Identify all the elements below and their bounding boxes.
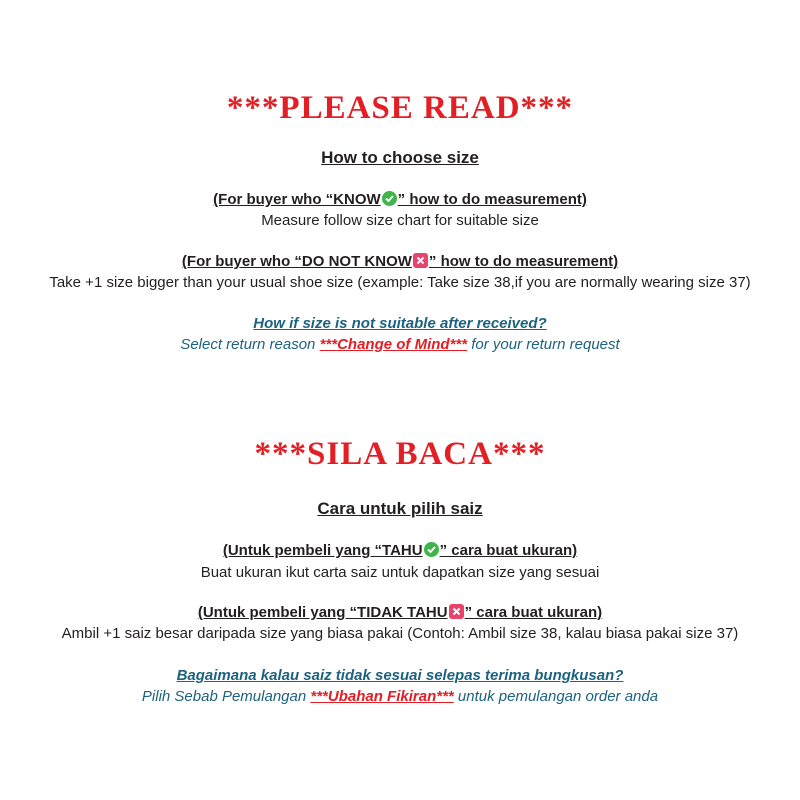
know-heading-pre: (For buyer who “KNOW <box>213 191 381 208</box>
question-english <box>0 314 800 334</box>
not-know-heading-pre: (For buyer who “DO NOT KNOW <box>181 253 412 270</box>
cross-square-icon <box>413 253 428 268</box>
not-know-heading-post: ” how to do measurement) <box>428 253 619 270</box>
not-know-heading-english <box>0 252 800 272</box>
subtitle-english <box>0 147 800 169</box>
know-heading-english <box>0 190 800 210</box>
know-heading-pre: (Untuk pembeli yang “TAHU <box>222 542 423 559</box>
question-malay-text: Bagaimana kalau saiz tidak sesuai selepas terima bungkusan? <box>176 667 624 684</box>
answer-english-post: for your return request <box>467 336 620 353</box>
cross-square-icon <box>449 604 464 619</box>
know-heading-post: ” cara buat ukuran) <box>439 542 578 559</box>
not-know-heading-pre: (Untuk pembeli yang “TIDAK TAHU <box>197 604 448 621</box>
answer-malay <box>0 687 800 707</box>
question-malay <box>0 666 800 686</box>
not-know-heading-post: ” cara buat ukuran) <box>464 604 603 621</box>
know-heading-post: ” how to do measurement) <box>397 191 587 208</box>
return-reason-english: ***Change of Mind*** <box>319 336 468 353</box>
check-circle-icon <box>382 191 397 206</box>
return-reason-malay: ***Ubahan Fikiran*** <box>310 688 454 705</box>
know-description-english: Measure follow size chart for suitable size <box>261 212 539 229</box>
not-know-description-english: Take +1 size bigger than your usual shoe size (example: Take size 38,if you are normally wearing size 37) <box>49 274 751 291</box>
know-description-malay: Buat ukuran ikut carta saiz untuk dapatkan size yang sesuai <box>200 564 600 581</box>
answer-english <box>0 335 800 355</box>
answer-malay-pre: Pilih Sebab Pemulangan <box>141 688 311 705</box>
not-know-heading-malay <box>0 603 800 623</box>
question-english-text: How if size is not suitable after received? <box>253 315 547 332</box>
page-title-malay: ***SILA BACA*** <box>254 436 546 472</box>
check-circle-icon <box>424 542 439 557</box>
answer-malay-post: untuk pemulangan order anda <box>453 688 659 705</box>
know-heading-malay <box>0 541 800 561</box>
page-title-english: ***PLEASE READ*** <box>226 90 574 126</box>
subtitle-malay <box>0 498 800 520</box>
subtitle-english-text: How to choose size <box>321 148 479 167</box>
answer-english-pre: Select return reason <box>180 336 320 353</box>
not-know-description-malay: Ambil +1 saiz besar daripada size yang biasa pakai (Contoh: Ambil size 38, kalau biasa pakai size 37) <box>61 625 739 642</box>
subtitle-malay-text: Cara untuk pilih saiz <box>317 499 483 518</box>
